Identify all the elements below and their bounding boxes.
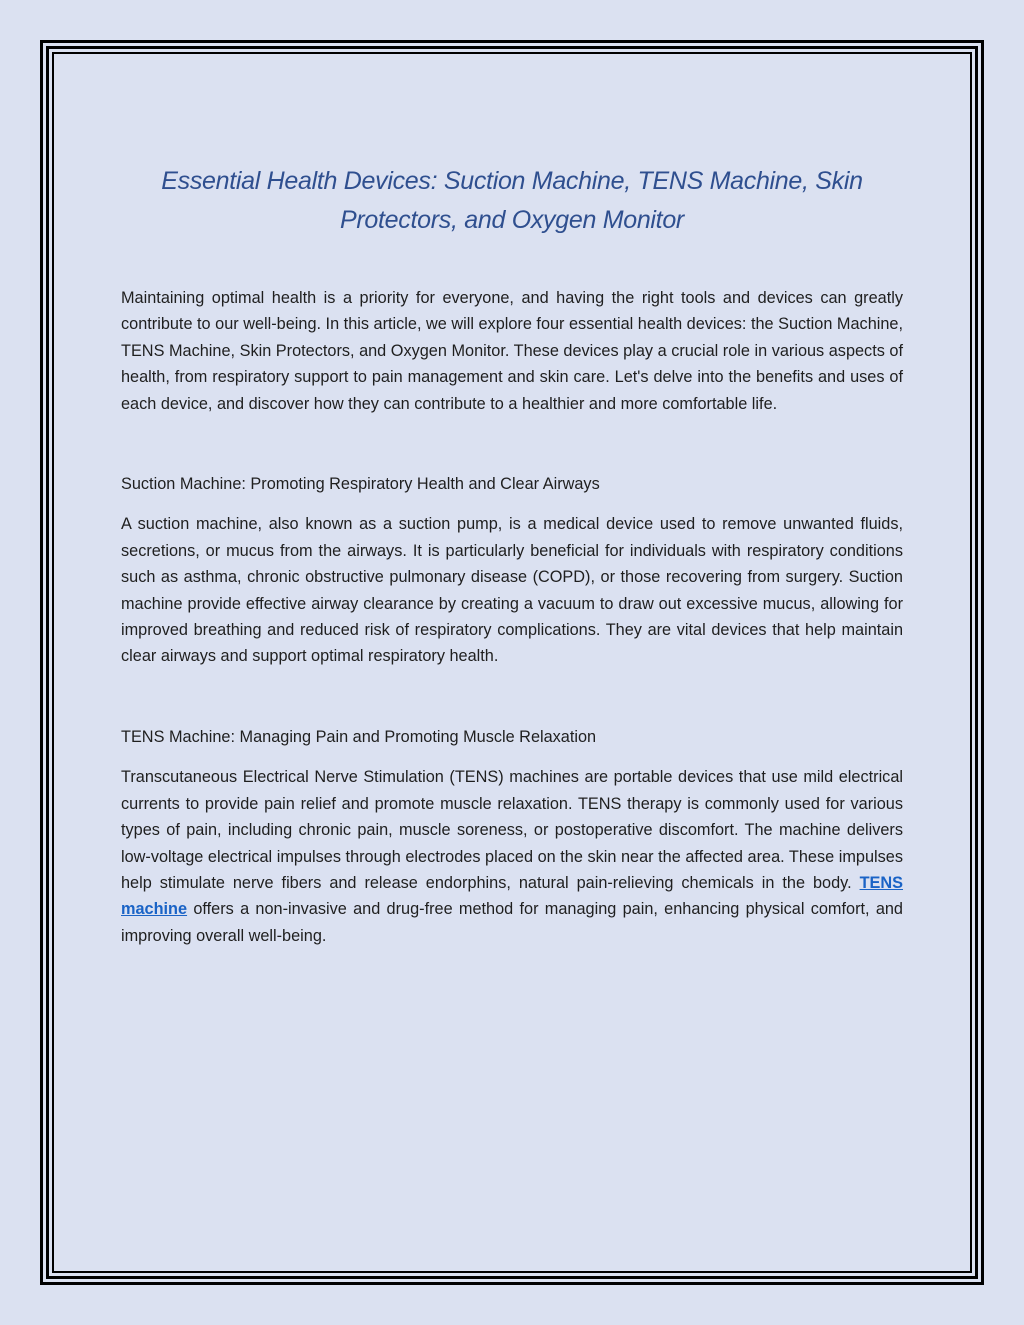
section-body-suction-machine: A suction machine, also known as a suction pump, is a medical device used to remove unwanted fluids, secretions, or mucus from the airways. It is particularly beneficial for individuals with respiratory conditions such as asthma, chronic obstructive pulmonary disease (COPD), or those recovering from surgery. Suction machine provide effective airway clearance by creating a vacuum to draw out excessive mucus, allowing for improved breathing and reduced risk of respiratory complications. They are vital devices that help maintain clear airways and support optimal respiratory health. bbox=[121, 515, 903, 666]
section-heading-tens-machine: TENS Machine: Managing Pain and Promoting Muscle Relaxation bbox=[121, 727, 597, 746]
tens-body-text-before-link: Transcutaneous Electrical Nerve Stimulation (TENS) machines are portable devices that use mild electrical currents to provide pain relief and promote muscle relaxation. TENS therapy is commonly used for various types of pain, including chronic pain, muscle soreness, or postoperative discomfort. The machine delivers low-voltage electrical impulses through electrodes placed on the skin near the affected area. These impulses help stimulate nerve fibers and release endorphins, natural pain-relieving chemicals in the body. bbox=[121, 768, 903, 892]
intro-paragraph: Maintaining optimal health is a priority for everyone, and having the right tools and devices can greatly contribute to our well-being. In this article, we will explore four essential health devices: the Suction Machine, TENS Machine, Skin Protectors, and Oxygen Monitor. These devices play a crucial role in various aspects of health, from respiratory support to pain management and skin care. Let's delve into the benefits and uses of each device, and discover how they can contribute to a healthier and more comfortable life. bbox=[121, 289, 903, 413]
section-body-tens-machine bbox=[121, 764, 903, 949]
document-content bbox=[121, 162, 903, 949]
tens-machine-link[interactable]: TENS machine bbox=[121, 873, 903, 919]
document-title: Essential Health Devices: Suction Machine, TENS Machine, Skin Protectors, and Oxygen Monitor bbox=[161, 167, 863, 234]
tens-body-text-after-link: offers a non-invasive and drug-free method for managing pain, enhancing physical comfort, and improving overall well-being. bbox=[121, 900, 903, 945]
section-heading-suction-machine: Suction Machine: Promoting Respiratory Health and Clear Airways bbox=[121, 475, 600, 494]
